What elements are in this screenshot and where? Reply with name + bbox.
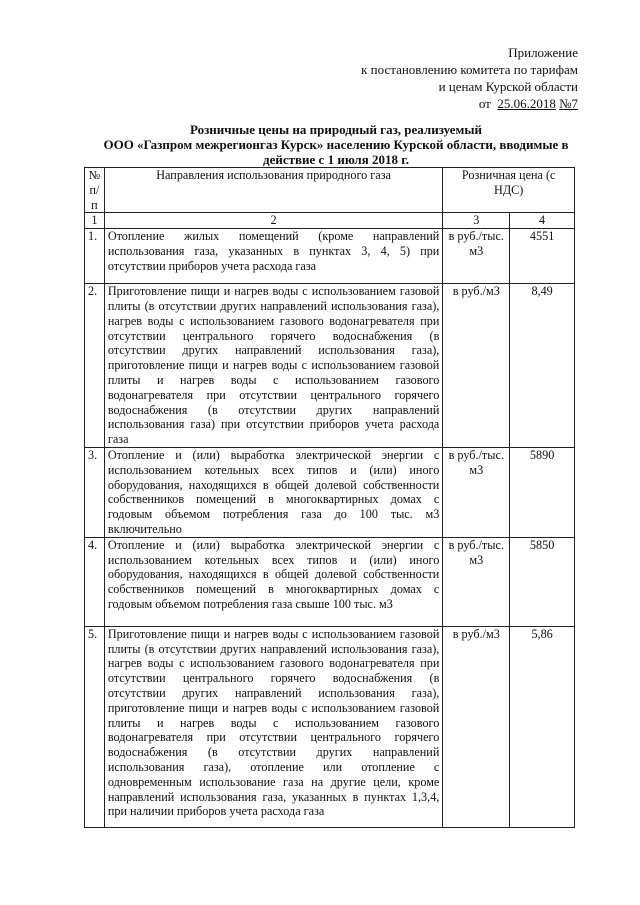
row-price: 5850 — [510, 537, 575, 626]
appendix-line-1: Приложение — [508, 45, 578, 60]
row-direction: Отопление и (или) выработка электрической энергии с использованием котельных всех типов и (или) иного оборудования, находящихся в общей долевой собственности собственников помещений в многоквартирных домах с годовым объемом потребления газа свыше 100 тыс. м3 — [104, 537, 443, 626]
index-cell: 4 — [510, 213, 575, 229]
table-row — [85, 537, 575, 626]
appendix-date-prefix: от — [478, 96, 491, 111]
title-line-3: действие с 1 июля 2018 г. — [263, 152, 409, 167]
row-num: 4. — [85, 537, 105, 626]
row-unit: в руб./м3 — [443, 626, 510, 827]
row-price: 8,49 — [510, 284, 575, 448]
title-line-2: ООО «Газпром межрегионгаз Курск» населению Курской области, вводимые в — [103, 137, 569, 152]
row-price: 5,86 — [510, 626, 575, 827]
appendix-line-2: к постановлению комитета по тарифам — [361, 62, 578, 77]
row-price: 5890 — [510, 447, 575, 537]
row-num: 5. — [85, 626, 105, 827]
row-direction: Приготовление пищи и нагрев воды с использованием газовой плиты (в отсутствии других направлений использования газа), нагрев воды с использованием газового водонагревателя при отсутствии центрального горячего водоснабжения (в отсутствии других направлений использования газа), приготовление пищи и нагрев воды с использованием газовой плиты и нагрев воды с использованием газового водонагревателя при отсутствии центрального горячего водоснабжения (в отсутствии других направлений использования газа) при отсутствии приборов учета расхода газа — [104, 284, 443, 448]
table-row — [85, 626, 575, 827]
index-cell: 3 — [443, 213, 510, 229]
appendix-line-3: и ценам Курской области — [438, 79, 578, 94]
row-unit: в руб./тыс. м3 — [443, 229, 510, 284]
header-direction: Направления использования природного газа — [104, 168, 443, 213]
appendix-date: 25.06.2018 — [497, 96, 556, 111]
appendix-date-line — [338, 95, 578, 112]
row-num: 2. — [85, 284, 105, 448]
appendix-number: №7 — [559, 96, 578, 111]
table-index-row — [85, 213, 575, 229]
row-unit: в руб./м3 — [443, 284, 510, 448]
table-row — [85, 284, 575, 448]
row-unit: в руб./тыс. м3 — [443, 447, 510, 537]
table-header-row — [85, 168, 575, 213]
row-direction: Отопление и (или) выработка электрической энергии с использованием котельных всех типов и (или) иного оборудования, находящихся в общей долевой собственности собственников помещений в многоквартирных домах с годовым объемом потребления газа до 100 тыс. м3 включительно — [104, 447, 443, 537]
row-num: 3. — [85, 447, 105, 537]
row-unit: в руб./тыс. м3 — [443, 537, 510, 626]
index-cell: 1 — [85, 213, 105, 229]
appendix-block — [338, 44, 578, 112]
row-num: 1. — [85, 229, 105, 284]
table-row — [85, 229, 575, 284]
table-row — [85, 447, 575, 537]
document-title — [86, 122, 586, 167]
row-price: 4551 — [510, 229, 575, 284]
tariff-table — [84, 167, 575, 828]
row-direction: Отопление жилых помещений (кроме направлений использования газа, указанных в пунктах 3, 4, 5) при отсутствии приборов учета расхода газа — [104, 229, 443, 284]
header-num: № п/п — [85, 168, 105, 213]
index-cell: 2 — [104, 213, 443, 229]
header-price: Розничная цена (с НДС) — [443, 168, 575, 213]
title-line-1: Розничные цены на природный газ, реализуемый — [189, 122, 483, 137]
row-direction: Приготовление пищи и нагрев воды с использованием газовой плиты (в отсутствии других направлений использования газа), нагрев воды с использованием газового водонагревателя при отсутствии центрального горячего водоснабжения (в отсутствии других направлений использования газа), приготовление пищи и нагрев воды с использованием газовой плиты и нагрев воды с использованием газового водонагревателя при отсутствии центрального горячего водоснабжения (в отсутствии других направлений использования газа), отопление или отопление с одновременным использование газа на другие цели, кроме направлений использования газа, указанных в пунктах 1,3,4, при наличии приборов учета расхода газа — [104, 626, 443, 827]
